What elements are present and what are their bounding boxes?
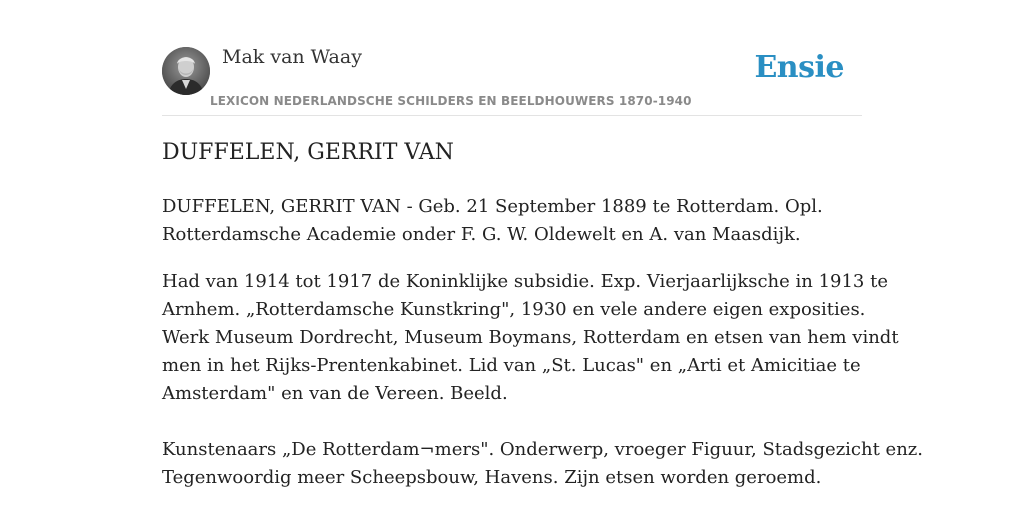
text-line: Had van 1914 tot 1917 de Koninklijke subsidie. Exp. Vierjaarlijksche in 1913 te: [162, 271, 888, 292]
text-line: Rotterdamsche Academie onder F. G. W. Oldewelt en A. van Maasdijk.: [162, 224, 801, 245]
article-body: [162, 193, 924, 511]
page: [162, 0, 924, 512]
text-line: Tegenwoordig meer Scheepsbouw, Havens. Zijn etsen worden geroemd.: [162, 467, 822, 488]
blank-line: [162, 411, 168, 432]
text-line: Kunstenaars „De Rotterdam¬mers". Onderwerp, vroeger Figuur, Stadsgezicht enz.: [162, 439, 924, 460]
text-line: Amsterdam" en van de Vereen. Beeld.: [162, 383, 508, 404]
text-line: Arnhem. „Rotterdamsche Kunstkring", 1930 en vele andere eigen exposities.: [162, 299, 866, 320]
author-link[interactable]: Mak van Waay: [222, 46, 362, 68]
text-line: men in het Rijks-Prentenkabinet. Lid van „St. Lucas" en „Arti et Amicitiae te: [162, 355, 861, 376]
text-line: Werk Museum Dordrecht, Museum Boymans, Rotterdam en etsen van hem vindt: [162, 327, 899, 348]
paragraph-1: [162, 193, 872, 249]
header: [162, 0, 862, 116]
source-label: LEXICON NEDERLANDSCHE SCHILDERS EN BEELDHOUWERS 1870-1940: [210, 94, 692, 108]
article-title: DUFFELEN, GERRIT VAN: [162, 140, 454, 165]
text-line: DUFFELEN, GERRIT VAN - Geb. 21 September 1889 te Rotterdam. Opl.: [162, 196, 823, 217]
paragraph-2: [162, 268, 924, 492]
brand-logo[interactable]: Ensie: [754, 50, 844, 85]
portrait-icon: [162, 47, 210, 95]
author-avatar[interactable]: [162, 47, 210, 95]
